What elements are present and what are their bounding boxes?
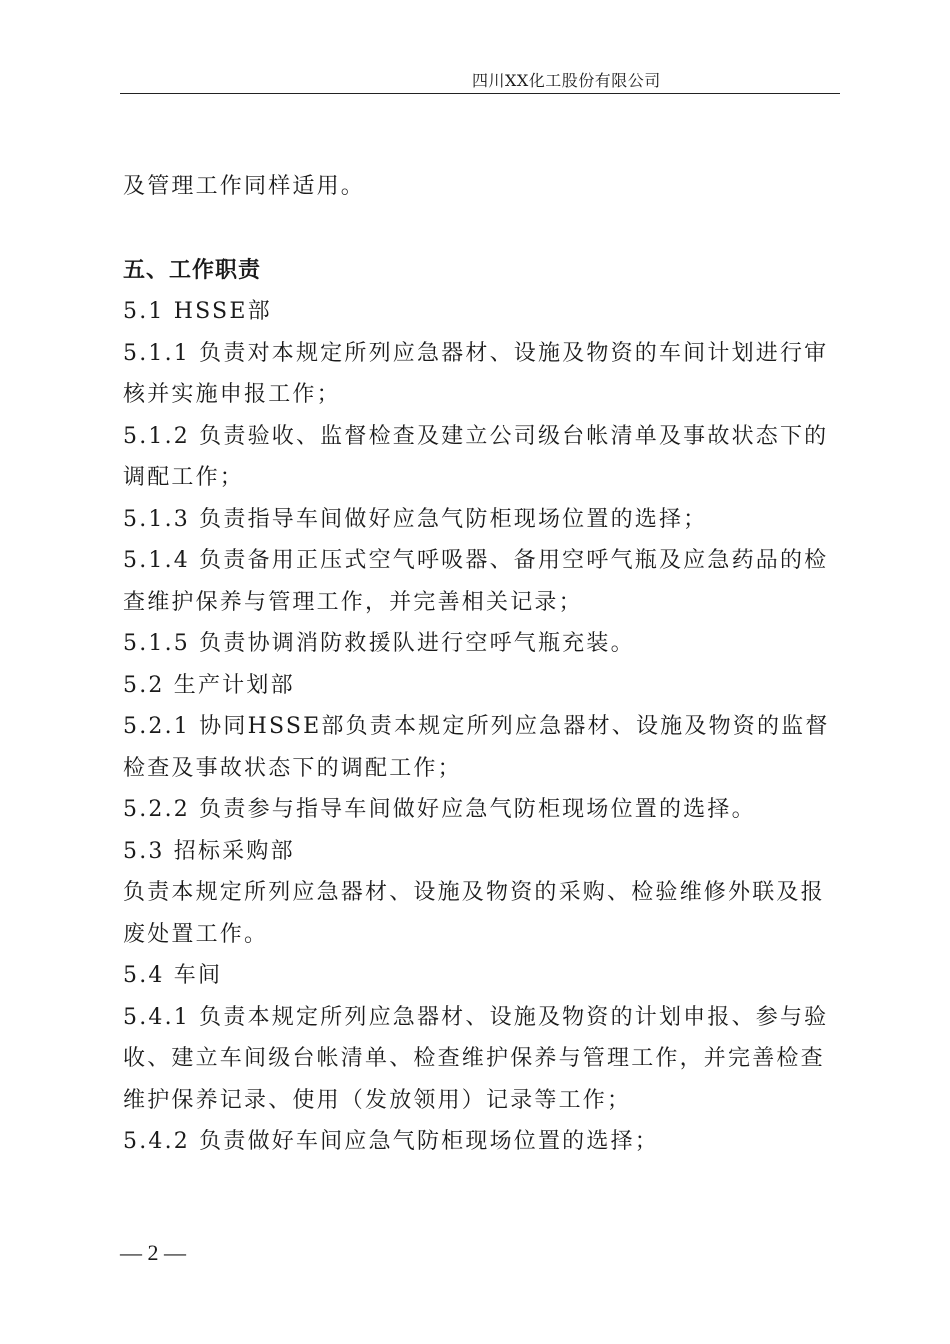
- header-rule: [120, 93, 840, 94]
- page-header-company: 四川XX化工股份有限公司: [472, 71, 661, 90]
- page-number: — 2 —: [120, 1240, 186, 1265]
- body-line-continuation: 及管理工作同样适用。: [123, 174, 366, 199]
- item-5-1-4-cont: 查维护保养与管理工作，并完善相关记录；: [123, 590, 583, 615]
- subsection-5-1: 5.1 HSSE部: [123, 299, 272, 324]
- item-5-1-5: 5.1.5 负责协调消防救援队进行空呼气瓶充装。: [123, 631, 635, 656]
- item-5-4-1-cont2: 维护保养记录、使用（发放领用）记录等工作；: [123, 1088, 632, 1113]
- subsection-5-3: 5.3 招标采购部: [123, 839, 295, 864]
- item-5-2-1-cont: 检查及事故状态下的调配工作；: [123, 756, 462, 781]
- item-5-1-1: 5.1.1 负责对本规定所列应急器材、设施及物资的车间计划进行审: [123, 341, 829, 366]
- subsection-5-4: 5.4 车间: [123, 963, 223, 988]
- item-5-2-2: 5.2.2 负责参与指导车间做好应急气防柜现场位置的选择。: [123, 797, 756, 822]
- item-5-3: 负责本规定所列应急器材、设施及物资的采购、检验维修外联及报: [123, 880, 825, 905]
- item-5-3-cont: 废处置工作。: [123, 922, 269, 947]
- item-5-4-1-cont1: 收、建立车间级台帐清单、检查维护保养与管理工作，并完善检查: [123, 1046, 825, 1071]
- item-5-1-4: 5.1.4 负责备用正压式空气呼吸器、备用空呼气瓶及应急药品的检: [123, 548, 829, 573]
- item-5-1-1-cont: 核并实施申报工作；: [123, 382, 341, 407]
- subsection-5-2: 5.2 生产计划部: [123, 673, 295, 698]
- item-5-4-1: 5.4.1 负责本规定所列应急器材、设施及物资的计划申报、参与验: [123, 1005, 829, 1030]
- item-5-1-3: 5.1.3 负责指导车间做好应急气防柜现场位置的选择；: [123, 507, 708, 532]
- section-heading-duties: 五、工作职责: [123, 257, 262, 283]
- item-5-4-2: 5.4.2 负责做好车间应急气防柜现场位置的选择；: [123, 1129, 659, 1154]
- item-5-1-2: 5.1.2 负责验收、监督检查及建立公司级台帐清单及事故状态下的: [123, 424, 829, 449]
- item-5-1-2-cont: 调配工作；: [123, 465, 245, 490]
- item-5-2-1: 5.2.1 协同HSSE部负责本规定所列应急器材、设施及物资的监督: [123, 714, 830, 739]
